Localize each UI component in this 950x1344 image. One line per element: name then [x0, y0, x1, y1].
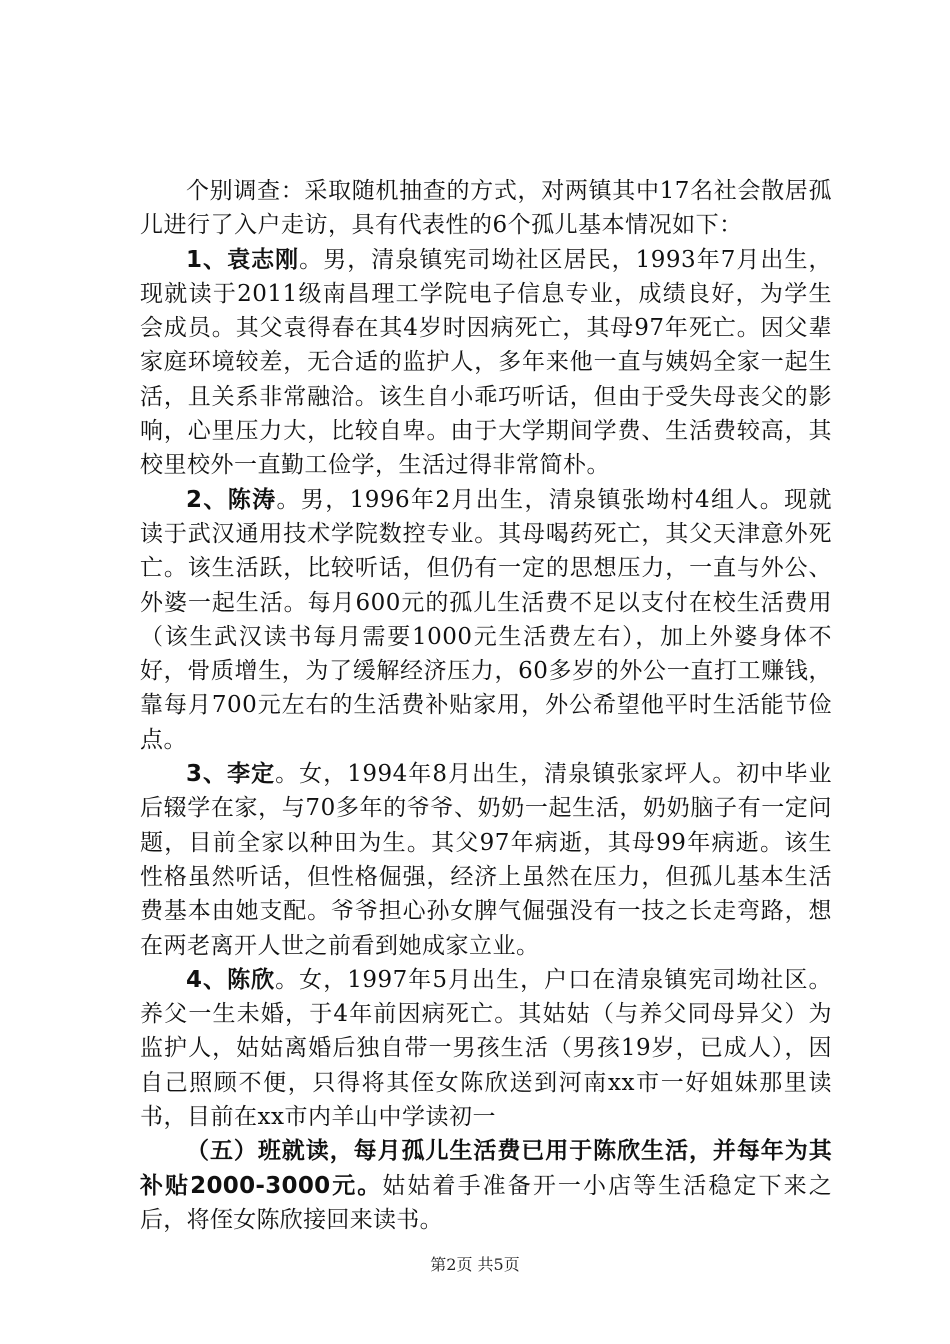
case-name: 2、陈涛	[186, 486, 277, 513]
paragraph-text: 。男，清泉镇宪司坳社区居民，1993年7月出生，现就读于2011级南昌理工学院电子信息专业，成绩良好，为学生会成员。其父袁得春在其4岁时因病死亡，其母97年死亡。因父辈家庭环境较差，无合适的监护人，多年来他一直与姨妈全家一起生活，且关系非常融洽。该生自小乖巧听话，但由于受失母丧父的影响，心里压力大，比较自卑。由于大学期间学费、生活费较高，其校里校外一直勤工俭学，生活过得非常简朴。	[140, 246, 832, 479]
tail-text: 姑姑着手准备开一小店等生活稳定下来之后，将侄女陈欣接回来读书。	[140, 1172, 832, 1233]
paragraph-case-4	[140, 963, 832, 1134]
paragraph-case-3	[140, 757, 832, 963]
paragraph-text: 个别调查：采取随机抽查的方式，对两镇其中17名社会散居孤儿进行了入户走访，具有代表性的6个孤儿基本情况如下：	[140, 178, 832, 239]
paragraph-text: 。女，1994年8月出生，清泉镇张家坪人。初中毕业后辍学在家，与70多年的爷爷、奶奶一起生活，奶奶脑子有一定问题，目前全家以种田为生。其父97年病逝，其母99年病逝。该生性格虽然听话，但性格倔强，经济上虽然在压力，但孤儿基本生活费基本由她支配。爷爷担心孙女脾气倔强没有一技之长走弯路，想在两老离开人世之前看到她成家立业。	[140, 761, 832, 959]
case-name: 1、袁志刚	[186, 246, 300, 273]
case-name: 3、李定	[186, 761, 276, 788]
paragraph-text: 。女，1997年5月出生，户口在清泉镇宪司坳社区。养父一生未婚，于4年前因病死亡。其姑姑（与养父同母异父）为监护人，姑姑离婚后独自带一男孩生活（男孩19岁，已成人），因自己照顾不便，只得将其侄女陈欣送到河南xx市一好姐妹那里读书，目前在xx市内羊山中学读初一	[140, 966, 832, 1131]
document-body	[140, 174, 832, 1237]
paragraph-intro	[140, 174, 832, 243]
paragraph-case-1	[140, 243, 832, 483]
page-number: 第2页 共5页	[430, 1255, 520, 1274]
paragraph-case-2	[140, 483, 832, 757]
case-name: 4、陈欣	[186, 966, 276, 993]
paragraph-case-4-continued	[140, 1134, 832, 1237]
bold-text: （五）班就读，每月孤儿生活费已用于陈欣生活，并每年为其补贴2000-3000元。	[140, 1138, 832, 1199]
paragraph-text: 。男，1996年2月出生，清泉镇张坳村4组人。现就读于武汉通用技术学院数控专业。其母喝药死亡，其父天津意外死亡。该生活跃，比较听话，但仍有一定的思想压力，一直与外公、外婆一起生活。每月600元的孤儿生活费不足以支付在校生活费用（该生武汉读书每月需要1000元生活费左右），加上外婆身体不好，骨质增生，为了缓解经济压力，60多岁的外公一直打工赚钱，靠每月700元左右的生活费补贴家用，外公希望他平时生活能节俭点。	[140, 486, 832, 753]
